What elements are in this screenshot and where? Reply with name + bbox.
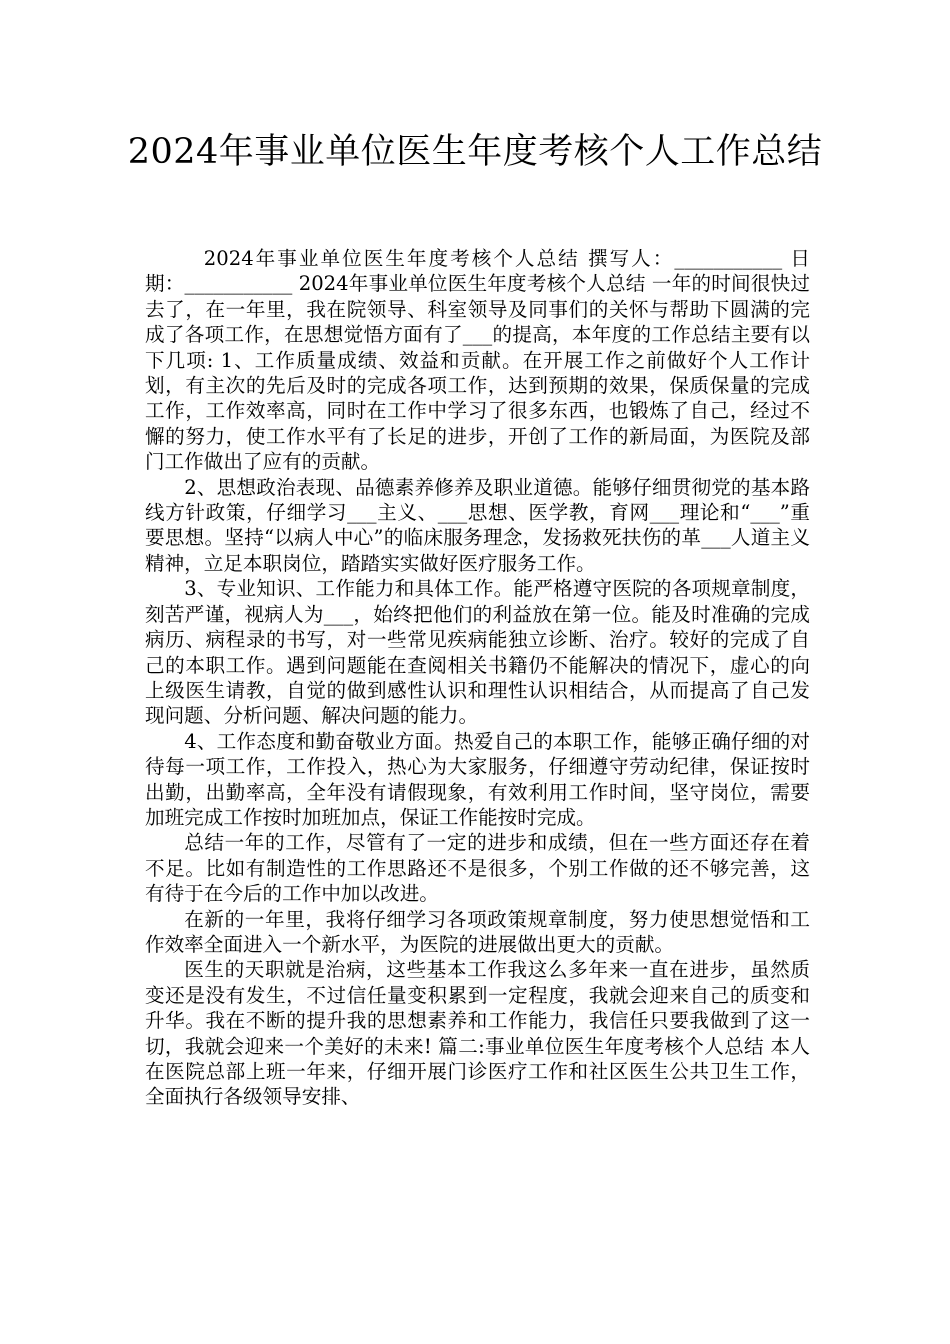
paragraph-new-year: 在新的一年里，我将仔细学习各项政策规章制度，努力使思想觉悟和工作效率全面进入一个新水平，为医院的进展做出更大的贡献。 [145, 907, 810, 956]
paragraph-political-performance: 2、思想政治表现、品德素养修养及职业道德。能够仔细贯彻党的基本路线方针政策，仔细学习___主义、___思想、医学教，育网___理论和“___”重要思想。坚持“以病人中心”的临床服务理念，发扬救死扶伤的革___人道主义精神，立足本职岗位，踏踏实实做好医疗服务工作。 [145, 475, 810, 575]
paragraph-professional-knowledge: 3、专业知识、工作能力和具体工作。能严格遵守医院的各项规章制度，刻苦严谨，视病人为___，始终把他们的利益放在第一位。能及时准确的完成病历、病程录的书写，对一些常见疾病能独立诊断、治疗。较好的完成了自己的本职工作。遇到问题能在查阅相关书籍仍不能解决的情况下，虚心的向上级医生请教，自觉的做到感性认识和理性认识相结合，从而提高了自己发现问题、分析问题、解决问题的能力。 [145, 577, 810, 728]
paragraph-intro: 2024年事业单位医生年度考核个人总结 撰写人：___________ 日 期：___________ 2024年事业单位医生年度考核个人总结 一年的时间很快过去了，在一年里，我在院领导、科室领导及同事们的关怀与帮助下圆满的完成了各项工作，在思想觉悟方面有了___的提高，本年度的工作总结主要有以下几项: 1、工作质量成绩、效益和贡献。在开展工作之前做好个人工作计划，有主次的先后及时的完成各项工作，达到预期的效果，保质保量的完成工作，工作效率高，同时在工作中学习了很多东西，也锻炼了自己，经过不懈的努力，使工作水平有了长足的进步，开创了工作的新局面，为医院及部门工作做出了应有的贡献。 [145, 247, 810, 474]
document-body [145, 246, 810, 1110]
paragraph-doctor-duty: 医生的天职就是治病，这些基本工作我这么多年来一直在进步，虽然质变还是没有发生，不过信任量变积累到一定程度，我就会迎来自己的质变和升华。我在不断的提升我的思想素养和工作能力，我信任只要我做到了这一切，我就会迎来一个美好的未来! 篇二:事业单位医生年度考核个人总结 本人在医院总部上班一年来，仔细开展门诊医疗工作和社区医生公共卫生工作，全面执行各级领导安排、 [145, 958, 810, 1109]
paragraph-work-attitude: 4、工作态度和勤奋敬业方面。热爱自己的本职工作，能够正确仔细的对待每一项工作，工作投入，热心为大家服务，仔细遵守劳动纪律，保证按时出勤，出勤率高，全年没有请假现象，有效利用工作时间，坚守岗位，需要加班完成工作按时加班加点，保证工作能按时完成。 [145, 729, 810, 829]
document-title: 2024年事业单位医生年度考核个人工作总结 [127, 132, 823, 172]
paragraph-summary: 总结一年的工作，尽管有了一定的进步和成绩，但在一些方面还存在着不足。比如有制造性的工作思路还不是很多，个别工作做的还不够完善，这有待于在今后的工作中加以改进。 [145, 831, 810, 906]
